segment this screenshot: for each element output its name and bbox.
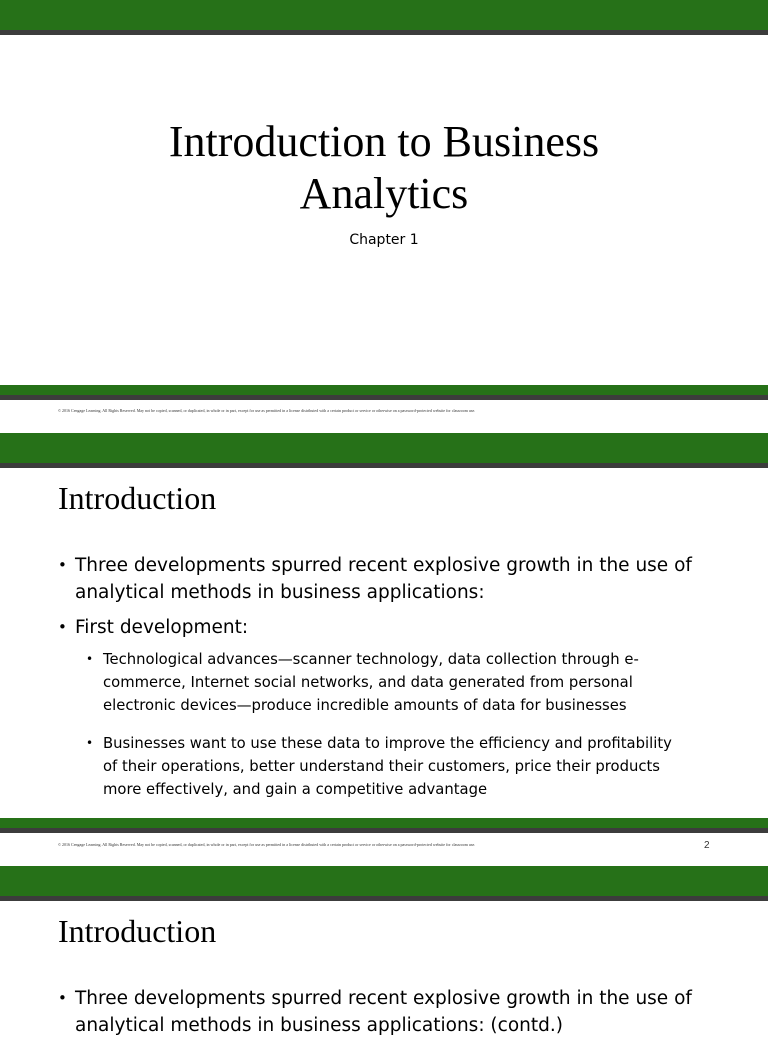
bullet-icon: • bbox=[58, 556, 67, 574]
slide3-top-green-band bbox=[0, 866, 768, 896]
slide3-bullet-1-line1: Three developments spurred recent explosive growth in the use of bbox=[75, 988, 692, 1009]
bullet-icon: • bbox=[86, 736, 94, 750]
slide3-title: Introduction bbox=[58, 913, 217, 949]
slide1-title-line2: Analytics bbox=[299, 169, 469, 218]
slide2-title: Introduction bbox=[58, 480, 217, 516]
slide2-subbullet-1-line2: commerce, Internet social networks, and data generated from personal bbox=[103, 674, 633, 691]
slide2-bullet-1-line1: Three developments spurred recent explosive growth in the use of bbox=[75, 555, 692, 576]
bullet-icon: • bbox=[58, 618, 67, 636]
slide2-bottom-gray-band bbox=[0, 828, 768, 833]
slide1-bottom-green-band bbox=[0, 385, 768, 395]
slide2-bullet-1-line2: analytical methods in business applications: bbox=[75, 582, 485, 603]
slide1-bottom-gray-band bbox=[0, 395, 768, 400]
slide2-page-number: 2 bbox=[704, 840, 710, 851]
slide2-subbullet-2-line1: Businesses want to use these data to improve the efficiency and profitability bbox=[103, 735, 672, 752]
slide2-top-gray-band bbox=[0, 463, 768, 468]
slide1-copyright-footer: © 2016 Cengage Learning. All Rights Reserved. May not be copied, scanned, or duplicated, in whole or in part, except for use as permitted in a license distributed with a certain product or service or otherwise on a password-protected website for classroom use. bbox=[58, 408, 476, 413]
slide2-subbullet-2-line2: of their operations, better understand their customers, price their products bbox=[103, 758, 660, 775]
slide2-subbullet-1-line3: electronic devices—produce incredible amounts of data for businesses bbox=[103, 697, 627, 714]
slide3-bullet-1-line2: analytical methods in business applications: (contd.) bbox=[75, 1015, 563, 1036]
slide3-bullet-1 bbox=[58, 985, 708, 1039]
slide3-top-gray-band bbox=[0, 896, 768, 901]
slide2-subbullet-2-line3: more effectively, and gain a competitive advantage bbox=[103, 781, 488, 798]
bullet-icon: • bbox=[58, 989, 67, 1007]
slide1-top-green-band bbox=[0, 0, 768, 30]
slide2-top-green-band bbox=[0, 433, 768, 463]
slide1-top-gray-band bbox=[0, 30, 768, 35]
slide2-bullet-2 bbox=[58, 614, 708, 641]
slide2-bullet-2-text: First development: bbox=[75, 617, 249, 638]
slide2-subbullet-1 bbox=[86, 648, 716, 717]
slide2-subbullet-2 bbox=[86, 732, 716, 801]
slide1-title bbox=[0, 116, 768, 220]
slide2-bullet-1 bbox=[58, 552, 708, 606]
slide1-title-line1: Introduction to Business bbox=[168, 117, 600, 166]
slide2-bottom-green-band bbox=[0, 818, 768, 828]
slide1-subtitle: Chapter 1 bbox=[349, 232, 419, 248]
slide2-subbullet-1-line1: Technological advances—scanner technology, data collection through e- bbox=[103, 651, 639, 668]
slide2-copyright-footer: © 2016 Cengage Learning. All Rights Reserved. May not be copied, scanned, or duplicated, in whole or in part, except for use as permitted in a license distributed with a certain product or service or otherwise on a password-protected website for classroom use. bbox=[58, 842, 476, 847]
bullet-icon: • bbox=[86, 652, 94, 666]
